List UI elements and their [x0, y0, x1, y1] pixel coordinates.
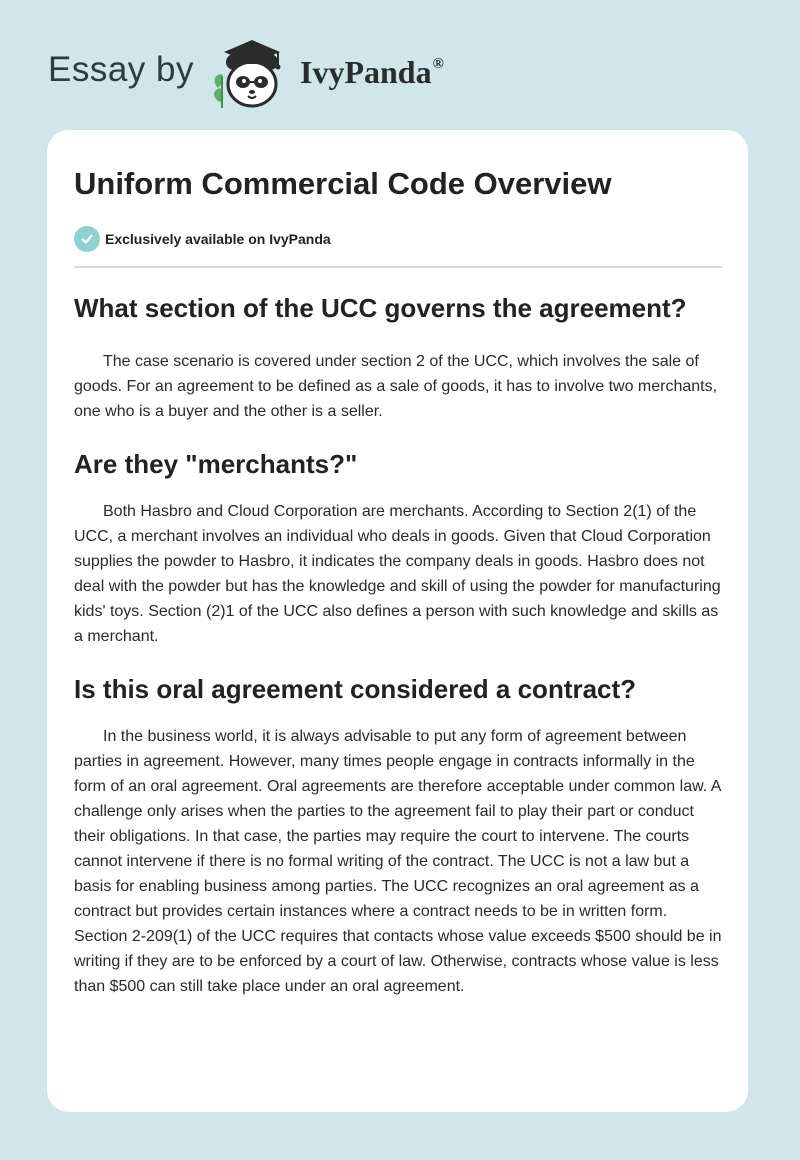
- essay-by-label: Essay by: [48, 50, 194, 89]
- registered-mark: ®: [432, 55, 444, 72]
- section-heading: What section of the UCC governs the agreement?: [74, 293, 687, 323]
- brand-logo-text[interactable]: [300, 54, 444, 91]
- section-paragraph: In the business world, it is always advisable to put any form of agreement between parties in agreement. However, many times people engage in contracts informally in the form of an oral agreement. Oral agreements are therefore acceptable under common law. A challenge only arises when the parties to the agreement fail to play their part or conduct their obligations. In that case, the parties may require the court to intervene. The courts cannot intervene if there is no formal writing of the contract. The UCC is not a law but a basis for enabling business among parties. The UCC recognizes an oral agreement as a contract but provides certain instances where a contract needs to be in written form. Section 2-209(1) of the UCC requires that contacts whose value exceeds $500 should be in writing if they are to be enforced by a court of law. Otherwise, contracts whose value is less than $500 can still take place under an oral agreement.: [74, 728, 722, 995]
- section-heading: Are they "merchants?": [74, 449, 358, 479]
- section-paragraph: Both Hasbro and Cloud Corporation are merchants. According to Section 2(1) of the UCC, a merchant involves an individual who deals in goods. Given that Cloud Corporation supplies the powder to Hasbro, it indicates the company deals in goods. Hasbro does not deal with the powder but has the knowledge and skill of using the powder for manufacturing kids' toys. Section (2)1 of the UCC also defines a person with such knowledge and skills as a merchant.: [74, 503, 721, 645]
- panda-graduate-icon[interactable]: [208, 32, 300, 117]
- article-card: [47, 130, 748, 1112]
- brand-name: IvyPanda: [300, 53, 432, 90]
- page-title: Uniform Commercial Code Overview: [74, 166, 612, 201]
- exclusive-badge: [74, 226, 722, 252]
- section-paragraph: The case scenario is covered under section 2 of the UCC, which involves the sale of goods. For an agreement to be defined as a sale of goods, it has to involve two merchants, one who is a buyer and the other is a seller.: [74, 353, 718, 420]
- exclusive-label: Exclusively available on IvyPanda: [105, 231, 331, 247]
- site-header: [48, 34, 444, 114]
- divider: [74, 266, 722, 268]
- section-heading: Is this oral agreement considered a contract?: [74, 674, 637, 704]
- check-icon: [74, 226, 100, 252]
